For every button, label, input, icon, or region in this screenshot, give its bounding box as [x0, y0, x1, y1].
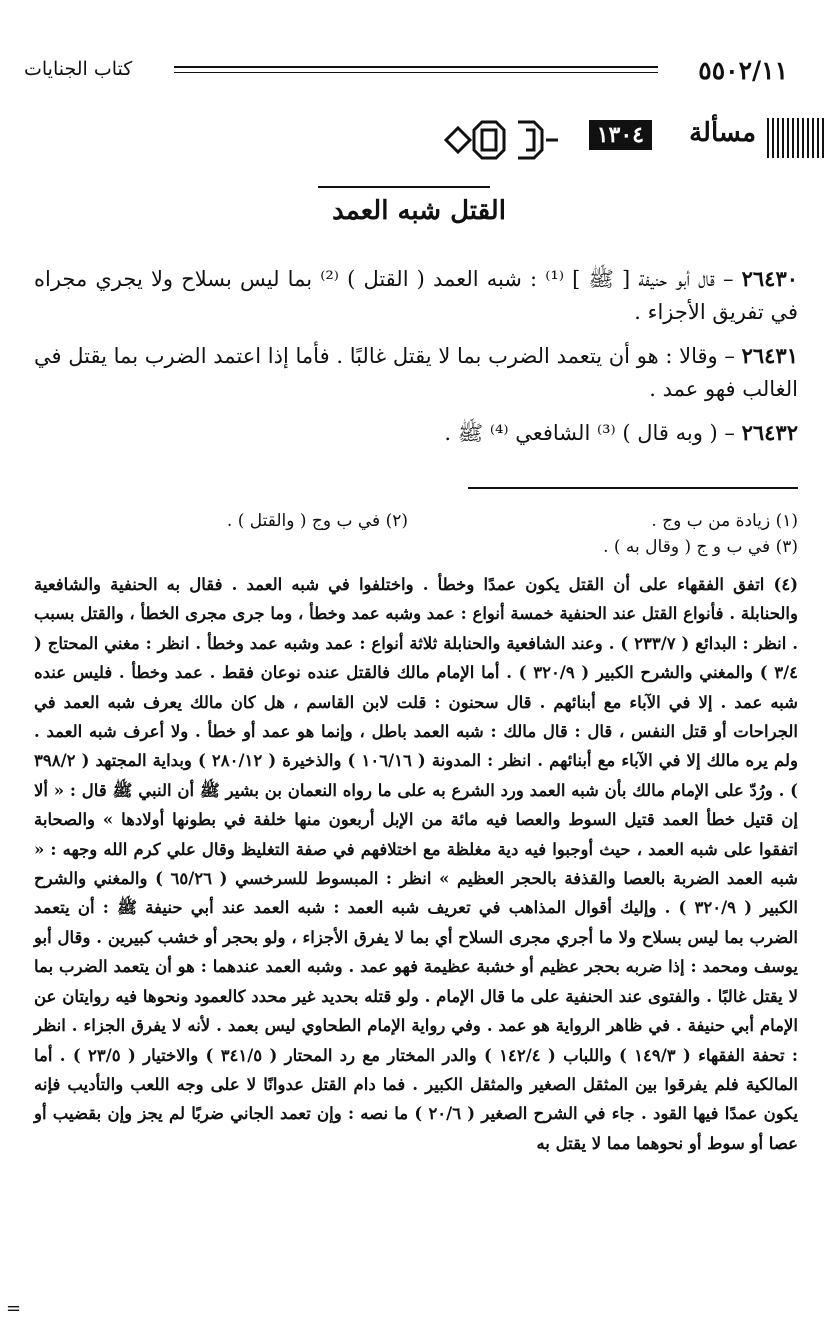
- footnote-divider: [468, 487, 798, 489]
- header-rule: [174, 66, 658, 73]
- footnote-3: (٣) في ب و ج ( وقال به ) .: [603, 537, 798, 557]
- paragraph: [34, 339, 798, 406]
- section-title: القتل شبه العمد: [332, 196, 506, 226]
- ornament-icon: [442, 116, 562, 164]
- paragraph: [34, 416, 798, 450]
- paragraph-text: – قال أبو حنيفة [ ﷺ ] ⁽¹⁾ : شبه العمد ( القتل ) ⁽²⁾ بما ليس بسلاح ولا يجري مجراه في تفريق الأجزاء .: [34, 267, 798, 324]
- book-title: كتاب الجنايات: [24, 58, 133, 80]
- paragraph-number: ٢٦٤٣١: [741, 343, 798, 368]
- continuation-mark: =: [6, 1298, 22, 1319]
- footnote-1: (١) زيادة من ب وج .: [651, 511, 798, 531]
- paragraph-number: ٢٦٤٣٢: [741, 420, 798, 445]
- main-text: [34, 262, 798, 460]
- masala-number: ١٣٠٤: [589, 120, 652, 150]
- paragraph: [34, 262, 798, 329]
- paragraph-text: – وقالا : هو أن يتعمد الضرب بما لا يقتل غالبًا . فأما إذا اعتمد الضرب بما يقتل في الغالب فهو عمد .: [34, 344, 798, 401]
- footnote-4-text: (٤) اتفق الفقهاء على أن القتل يكون عمدًا وخطأ . واختلفوا في شبه العمد . فقال به الحنفية والشافعية والحنابلة . فأنواع القتل عند الحنفية خمسة أنواع : عمد وشبه عمد وخطأ ، وما جرى مجرى الخطأ ، والقتل بسبب . انظر : البدائع ( ٢٣٣/٧ ) . وعند الشافعية والحنابلة ثلاثة أنواع : عمد وشبه عمد وخطأ . انظر : مغني المحتاج ( ٣/٤ ) والمغني والشرح الكبير ( ٣٢٠/٩ ) . أما الإمام مالك فالقتل عنده نوعان فقط . عمد وخطأ . فليس عنده شبه عمد . إلا في الآباء مع أبنائهم . قال سحنون : قلت لابن القاسم ، هل كان مالك يعرف شبه العمد في الجراحات أو قتل النفس ، قال : قال مالك : شبه العمد باطل ، وإنما هو عمد أو خطأ . ولا أعرف شبه العمد . ولم يره مالك إلا في الآباء مع أبنائهم . انظر : المدونة ( ١٠٦/١٦ ) والذخيرة ( ٢٨٠/١٢ ) وبداية المجتهد ( ٣٩٨/٢ ) . ورُدّ على الإمام مالك بأن شبه العمد ورد الشرع به على ما رواه النعمان بن بشير ﷺ أن النبي ﷺ قال : « ألا إن قتيل خطأ العمد قتيل السوط والعصا فيه مائة من الإبل أربعون منها خلفة في بطونها أولادها » والصحابة اتفقوا على شبه العمد ، حيث أوجبوا فيه دية مغلظة مع اختلافهم في صفة التغليظ وقال علي كرم الله وجهه : « شبه العمد الضربة بالعصا والقذفة بالحجر العظيم » انظر : المبسوط للسرخسي ( ٦٥/٢٦ ) والمغني والشرح الكبير ( ٣٢٠/٩ ) . وإليك أقوال المذاهب في تعريف شبه العمد : شبه العمد عند أبي حنيفة ﷺ : أن يتعمد الضرب بما ليس بسلاح ولا ما أجري مجرى السلاح أي بما لا يفرق الأجزاء ، ولو بحجر أو خشب كبيرين . وقال أبو يوسف ومحمد : إذا ضربه بحجر عظيم أو خشبة عظيمة فهو عمد . وشبه العمد عندهما : هو أن يتعمد الضرب بما لا يقتل غالبًا . والفتوى عند الحنفية على ما قال الإمام . ولو قتله بحديد غير محدد كالعمود ونحوها فيه روايتان عن الإمام أبي حنيفة . في ظاهر الرواية هو عمد . وفي رواية الإمام الطحاوي ليس بعمد . لأنه لا يفرق الجزاء . انظر : تحفة الفقهاء ( ١٤٩/٣ ) واللباب ( ١٤٢/٤ ) والدر المختار مع رد المحتار ( ٣٤١/٥ ) والاختيار ( ٢٣/٥ ) . أما المالكية فلم يفرقوا بين المثقل الصغير والمثقل الكبير . فما دام القتل عدوانًا لا على وجه اللعب والتأديب فإنه يكون عمدًا فيها القود . جاء في الشرح الصغير ( ٢٠/٦ ) ما نصه : وإن تعمد الجاني ضربًا لم يجز وإن بقضيب أو عصا أو سوط أو نحوهما مما لا يقتل به: [34, 575, 799, 1153]
- page-number: ٥٥٠٢/١١: [698, 56, 788, 85]
- page-header: [24, 56, 788, 92]
- footnote-4: [34, 570, 798, 1158]
- masala-label: مسألة: [689, 118, 756, 148]
- title-rule: [318, 186, 490, 188]
- paragraph-number: ٢٦٤٣٠: [741, 266, 799, 291]
- footnotes-short: [34, 508, 798, 560]
- paragraph-text: – ( وبه قال ) ⁽³⁾ الشافعي ⁽⁴⁾ ﷺ .: [444, 421, 742, 445]
- masala-banner: [124, 116, 824, 164]
- ornament-bars: [764, 118, 824, 158]
- footnote-2: (٢) في ب وج ( والقتل ) .: [226, 511, 408, 531]
